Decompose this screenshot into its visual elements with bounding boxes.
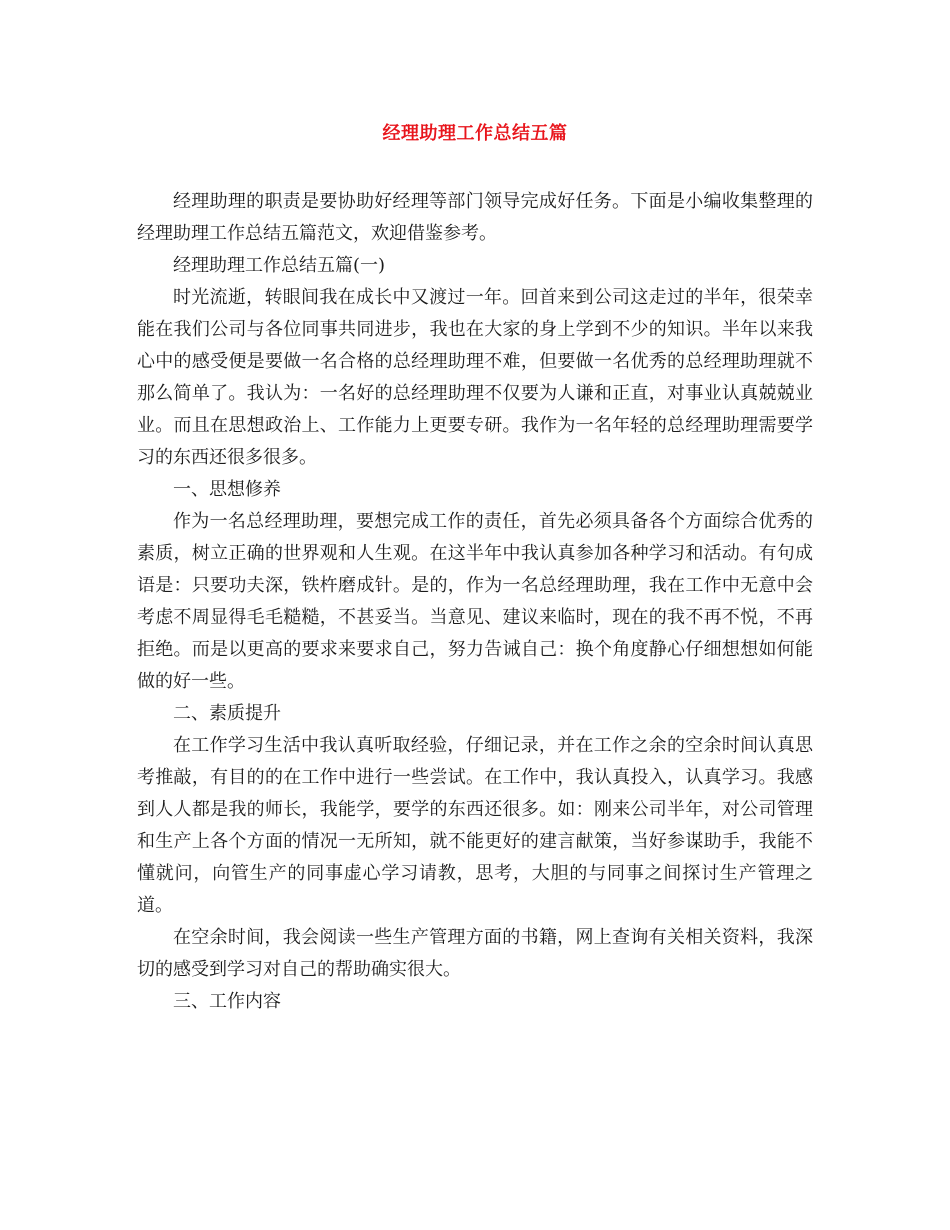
body-paragraph: 作为一名总经理助理，要想完成工作的责任，首先必须具备各个方面综合优秀的素质，树立正确的世界观和人生观。在这半年中我认真参加各种学习和活动。有句成语是：只要功夫深，铁杵磨成针。是的，作为一名总经理助理，我在工作中无意中会考虑不周显得毛毛糙糙，不甚妥当。当意见、建议来临时，现在的我不再不悦，不再拒绝。而是以更高的要求来要求自己，努力告诫自己：换个角度静心仔细想想如何能做的好一些。 [137, 511, 813, 692]
section-heading-thought: 一、思想修养 [173, 479, 281, 500]
document-page [137, 118, 813, 1018]
section-heading-quality: 二、素质提升 [173, 703, 281, 724]
document-title: 经理助理工作总结五篇 [382, 123, 568, 144]
body-paragraph: 在工作学习生活中我认真听取经验，仔细记录，并在工作之余的空余时间认真思考推敲，有目的的在工作中进行一些尝试。在工作中，我认真投入，认真学习。我感到人人都是我的师长，我能学，要学的东西还很多。如：刚来公司半年，对公司管理和生产上各个方面的情况一无所知，就不能更好的建言献策，当好参谋助手，我能不懂就问，向管生产的同事虚心学习请教，思考，大胆的与同事之间探讨生产管理之道。 [137, 735, 813, 916]
section-heading-part-one: 经理助理工作总结五篇(一) [173, 255, 386, 276]
section-heading-work: 三、工作内容 [173, 991, 281, 1012]
intro-paragraph: 经理助理的职责是要协助好经理等部门领导完成好任务。下面是小编收集整理的经理助理工作总结五篇范文，欢迎借鉴参考。 [137, 191, 813, 244]
document-body [137, 186, 813, 1018]
body-paragraph: 时光流逝，转眼间我在成长中又渡过一年。回首来到公司这走过的半年，很荣幸能在我们公司与各位同事共同进步，我也在大家的身上学到不少的知识。半年以来我心中的感受便是要做一名合格的总经理助理不难，但要做一名优秀的总经理助理就不那么简单了。我认为：一名好的总经理助理不仅要为人谦和正直，对事业认真兢兢业业。而且在思想政治上、工作能力上更要专研。我作为一名年轻的总经理助理需要学习的东西还很多很多。 [137, 287, 813, 468]
body-paragraph: 在空余时间，我会阅读一些生产管理方面的书籍，网上查询有关相关资料，我深切的感受到学习对自己的帮助确实很大。 [137, 927, 813, 980]
